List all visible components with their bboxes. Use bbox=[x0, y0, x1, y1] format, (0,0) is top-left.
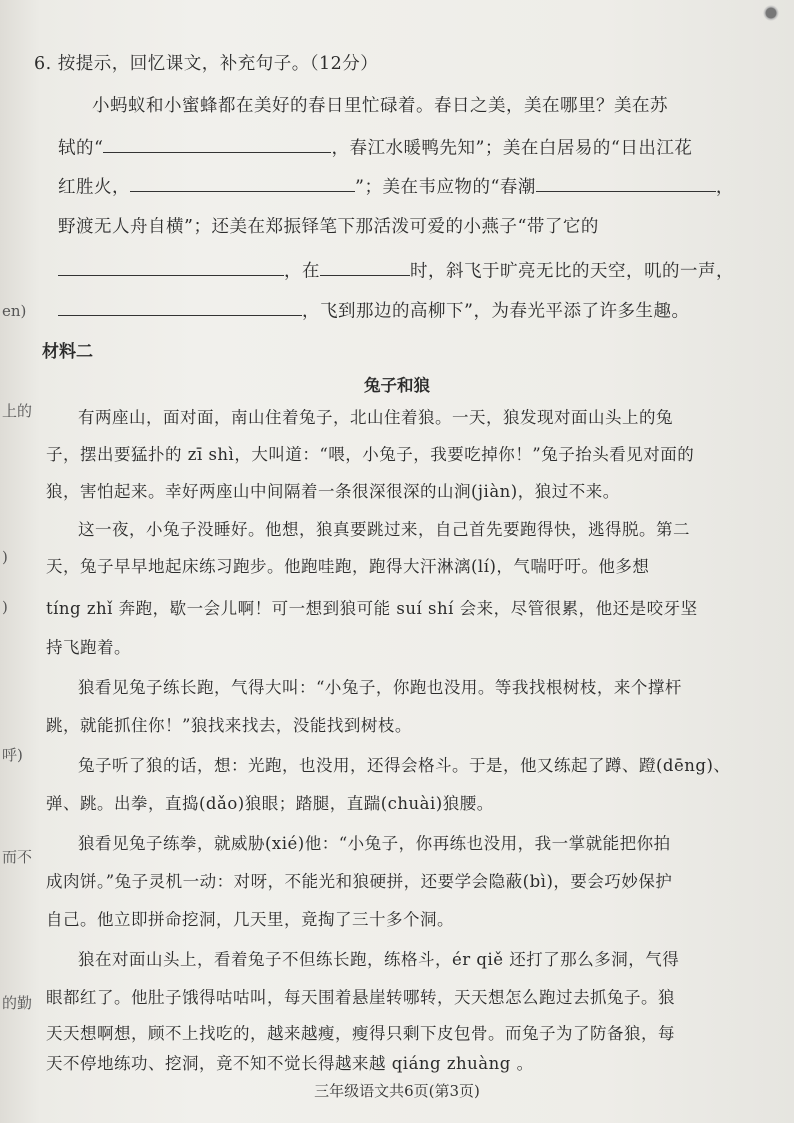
question-line: ，飞到那边的高柳下”，为春光平添了许多生趣。 bbox=[58, 296, 758, 322]
margin-fragment: 上的 bbox=[2, 402, 33, 420]
story-line: 天不停地练功、挖洞，竟不知不觉长得越来越 qiáng zhuàng 。 bbox=[46, 1054, 534, 1073]
story-line: 狼，害怕起来。幸好两座山中间隔着一条很深很深的山涧(jiàn)，狼过不来。 bbox=[46, 482, 620, 501]
story-line: 狼在对面山头上，看着兔子不但练长跑，练格斗，ér qiě 还打了那么多洞，气得 bbox=[78, 950, 680, 969]
staple-mark bbox=[762, 4, 780, 22]
page-footer: 三年级语文共6页(第3页) bbox=[314, 1082, 480, 1100]
story-line: 跳，就能抓住你！”狼找来找去，没能找到树枝。 bbox=[46, 716, 412, 735]
story-line: 弹、跳。出拳，直捣(dǎo)狼眼；踏腿，直踹(chuài)狼腰。 bbox=[46, 794, 494, 813]
story-line: 子，摆出要猛扑的 zī shì，大叫道：“喂，小兔子，我要吃掉你！”兔子抬头看见对面的 bbox=[46, 445, 695, 464]
question-line: 小蚂蚁和小蜜蜂都在美好的春日里忙碌着。春日之美，美在哪里？美在苏 bbox=[92, 96, 668, 116]
story-line: 天天想啊想，顾不上找吃的，越来越瘦，瘦得只剩下皮包骨。而兔子为了防备狼，每 bbox=[46, 1024, 675, 1043]
story-line: 这一夜，小兔子没睡好。他想，狼真要跳过来，自己首先要跑得快，逃得脱。第二 bbox=[78, 520, 690, 539]
margin-fragment: 而不 bbox=[2, 848, 33, 866]
answer-blank[interactable] bbox=[536, 172, 716, 192]
margin-fragment: en) bbox=[2, 302, 27, 320]
question-line: 轼的“ ，春江水暖鸭先知”；美在白居易的“日出江花 bbox=[58, 133, 758, 159]
answer-blank[interactable] bbox=[58, 256, 284, 276]
answer-blank[interactable] bbox=[130, 172, 355, 192]
margin-fragment: ) bbox=[2, 548, 8, 566]
question-line: 红胜火， ”；美在韦应物的“春潮 ， bbox=[58, 172, 758, 198]
answer-blank[interactable] bbox=[58, 296, 302, 316]
story-line: 持飞跑着。 bbox=[46, 638, 131, 657]
margin-fragment: 呼) bbox=[2, 746, 23, 764]
story-line: 有两座山，面对面，南山住着兔子，北山住着狼。一天，狼发现对面山头上的兔 bbox=[78, 408, 673, 427]
story-line: 成肉饼。”兔子灵机一动：对呀，不能光和狼硬拼，还要学会隐蔽(bì)，要会巧妙保护 bbox=[46, 872, 673, 891]
margin-fragment: ) bbox=[2, 598, 8, 616]
story-line: 眼都红了。他肚子饿得咕咕叫，每天围着悬崖转哪转，天天想怎么跑过去抓兔子。狼 bbox=[46, 988, 675, 1007]
story-line: tíng zhǐ 奔跑，歇一会儿啊！可一想到狼可能 suí shí 会来，尽管很累，他还是咬牙坚 bbox=[46, 599, 698, 618]
question-line: ，在 时，斜飞于旷亮无比的天空，叽的一声， bbox=[58, 256, 758, 282]
story-title: 兔子和狼 bbox=[364, 376, 430, 395]
story-line: 狼看见兔子练长跑，气得大叫：“小兔子，你跑也没用。等我找根树枝，来个撑杆 bbox=[78, 678, 682, 697]
story-line: 自己。他立即拼命挖洞，几天里，竟掏了三十多个洞。 bbox=[46, 910, 454, 929]
answer-blank[interactable] bbox=[320, 256, 410, 276]
story-line: 狼看见兔子练拳，就威胁(xié)他：“小兔子，你再练也没用，我一掌就能把你拍 bbox=[78, 834, 671, 853]
question-title: 6. 按提示，回忆课文，补充句子。（12分） bbox=[34, 54, 379, 74]
story-line: 天，兔子早早地起床练习跑步。他跑哇跑，跑得大汗淋漓(lí)，气喘吁吁。他多想 bbox=[46, 557, 650, 576]
question-line: 野渡无人舟自横”；还美在郑振铎笔下那活泼可爱的小燕子“带了它的 bbox=[58, 217, 599, 237]
story-line: 兔子听了狼的话，想：光跑，也没用，还得会格斗。于是，他又练起了蹲、蹬(dēng)、 bbox=[78, 756, 731, 775]
answer-blank[interactable] bbox=[103, 133, 331, 153]
margin-fragment: 的勤 bbox=[2, 994, 33, 1012]
section-label: 材料二 bbox=[42, 342, 93, 362]
